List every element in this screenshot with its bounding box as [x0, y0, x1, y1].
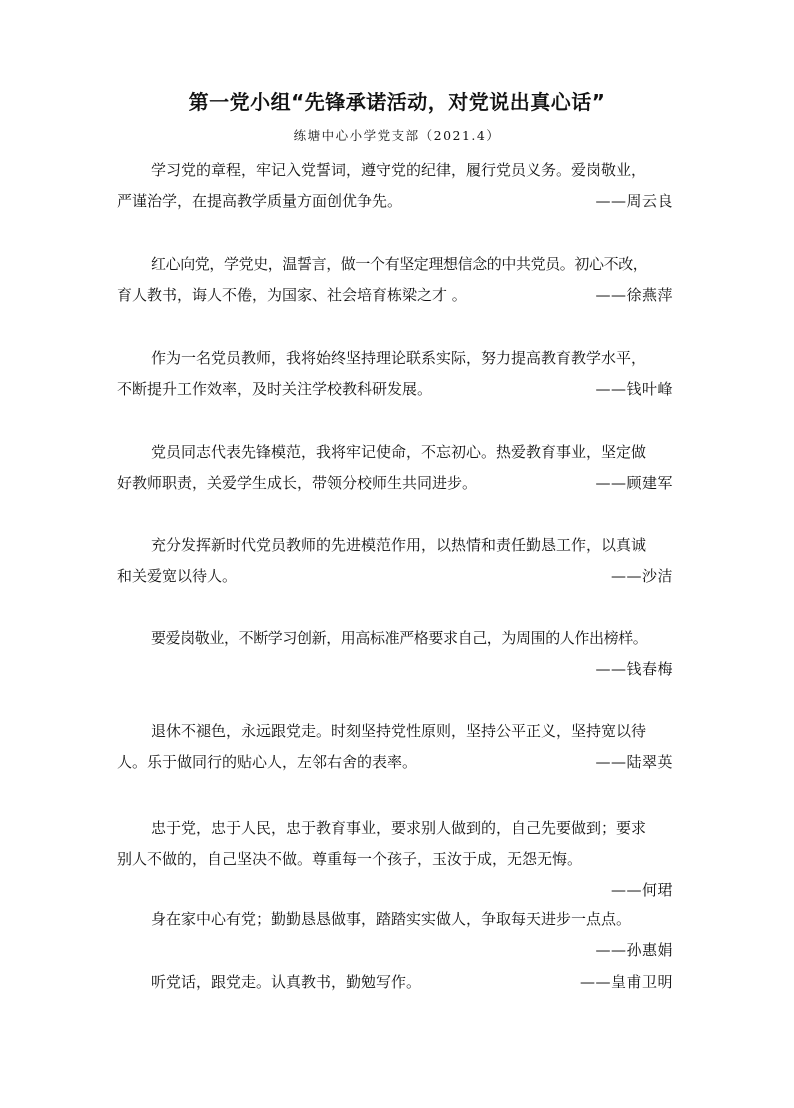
signature: ——何珺	[610, 881, 673, 899]
pledge-entry	[117, 904, 673, 966]
pledge-line: 忠于党，忠于人民，忠于教育事业，要求别人做到的，自己先要做到；要求	[151, 819, 647, 837]
document-subtitle: 练塘中心小学党支部（2021.4）	[293, 128, 501, 143]
pledge-line: 严谨治学，在提高教学质量方面创优争先。 ——周云良	[117, 186, 673, 217]
pledge-line: 要爱岗敬业，不断学习创新，用高标准严格要求自己，为周围的人作出榜样。	[151, 629, 648, 647]
pledge-line	[117, 654, 673, 685]
pledge-line: 不断提升工作效率，及时关注学校教科研发展。 ——钱叶峰	[117, 374, 673, 405]
pledge-entry	[117, 530, 673, 592]
signature: ——钱叶峰	[595, 380, 673, 398]
pledge-entry	[117, 437, 673, 499]
signature: ——周云良	[595, 192, 673, 210]
pledge-line: 学习党的章程，牢记入党誓词，遵守党的纪律，履行党员义务。爱岗敬业，	[151, 161, 647, 179]
pledge-entry	[117, 343, 673, 405]
document-title: 第一党小组“先锋承诺活动，对党说出真心话”	[188, 90, 606, 114]
pledge-entry	[117, 155, 673, 217]
pledge-line: 育人教书，诲人不倦，为国家、社会培育栋梁之才 。 ——徐燕萍	[117, 280, 673, 311]
signature: ——顾建军	[595, 474, 673, 492]
pledge-line: 作为一名党员教师，我将始终坚持理论联系实际，努力提高教育教学水平，	[151, 349, 647, 367]
pledge-entry	[117, 249, 673, 311]
signature: ——孙惠娟	[595, 941, 673, 959]
pledge-line: 和关爱宽以待人。 ——沙洁	[117, 561, 673, 592]
pledge-line	[117, 875, 673, 906]
pledge-entry	[117, 813, 673, 906]
pledge-line: 听党话，跟党走。认真教书，勤勉写作。 ——皇甫卫明	[117, 967, 673, 998]
pledge-line: 人。乐于做同行的贴心人，左邻右舍的表率。 ——陆翠英	[117, 747, 673, 778]
pledge-line: 红心向党，学党史，温誓言，做一个有坚定理想信念的中共党员。初心不改，	[151, 255, 648, 273]
pledge-line: 党员同志代表先锋模范，我将牢记使命，不忘初心。热爱教育事业，坚定做	[151, 443, 647, 461]
signature: ——陆翠英	[595, 753, 673, 771]
signature: ——皇甫卫明	[579, 973, 673, 991]
pledge-entry	[117, 623, 673, 685]
pledge-line: 好教师职责，关爱学生成长，带领分校师生共同进步。 ——顾建军	[117, 468, 673, 499]
pledge-line: 充分发挥新时代党员教师的先进模范作用，以热情和责任勤恳工作，以真诚	[151, 536, 647, 554]
pledge-line	[117, 935, 673, 966]
pledge-line: 别人不做的，自己坚决不做。尊重每一个孩子，玉汝于成，无怨无悔。	[117, 850, 583, 868]
signature: ——徐燕萍	[595, 286, 673, 304]
pledge-entry	[117, 967, 673, 998]
pledge-line: 退休不褪色，永远跟党走。时刻坚持党性原则，坚持公平正义，坚持宽以待	[151, 722, 647, 740]
signature: ——沙洁	[610, 567, 673, 585]
pledge-entry	[117, 716, 673, 778]
pledge-line: 身在家中心有党；勤勤恳恳做事，踏踏实实做人，争取每天进步一点点。	[151, 910, 632, 928]
signature: ——钱春梅	[595, 660, 673, 678]
